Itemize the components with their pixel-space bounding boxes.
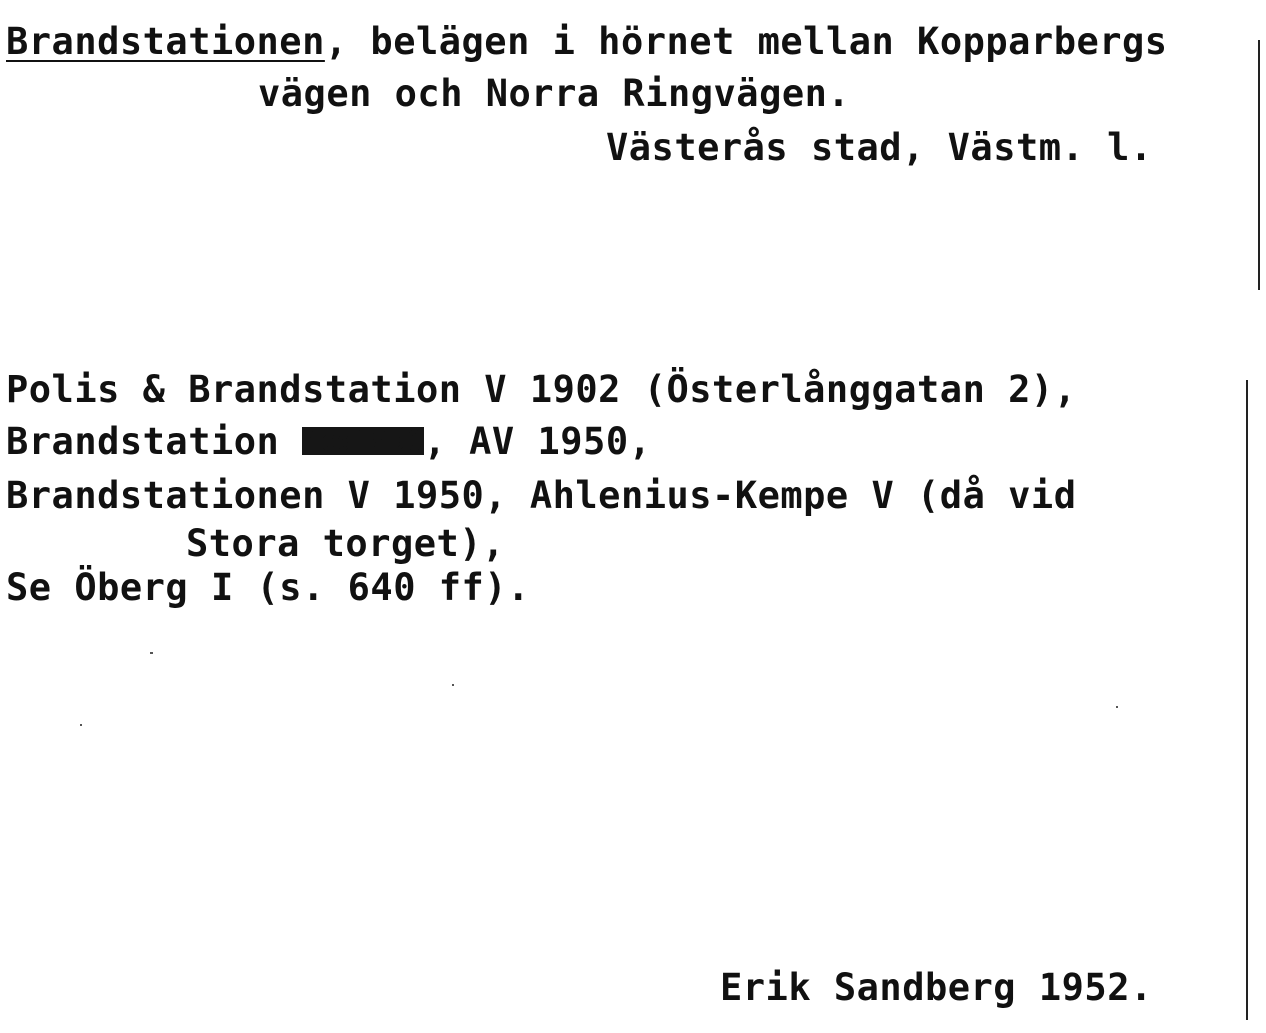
paper-speck: [80, 724, 82, 726]
signature: Erik Sandberg 1952.: [720, 966, 1153, 1009]
card-heading-line-1: [6, 20, 1168, 64]
reference-line-2: [6, 420, 651, 464]
card-title: Brandstationen: [6, 20, 325, 63]
card-heading-line-2: vägen och Norra Ringvägen.: [258, 72, 851, 115]
struck-out-text: Mcd1950: [302, 424, 424, 457]
card-heading-rest: , belägen i hörnet mellan Kopparbergs: [324, 20, 1168, 63]
card-location: Västerås stad, Västm. l.: [606, 126, 1153, 169]
reference-line-2-suffix: , AV 1950,: [423, 420, 652, 463]
card-edge-bottom: [1246, 380, 1248, 1020]
reference-line-2-prefix: Brandstation: [6, 420, 303, 463]
card-edge-top: [1258, 40, 1260, 290]
reference-line-3-continued: Stora torget),: [186, 522, 505, 565]
paper-speck: [1116, 706, 1118, 708]
paper-speck: [150, 652, 153, 654]
reference-line-3: Brandstationen V 1950, Ahlenius-Kempe V (då vid: [6, 474, 1077, 517]
paper-speck: [452, 684, 454, 686]
reference-line-4: Se Öberg I (s. 640 ff).: [6, 566, 530, 609]
reference-line-1: Polis & Brandstation V 1902 (Österlånggatan 2),: [6, 368, 1077, 411]
